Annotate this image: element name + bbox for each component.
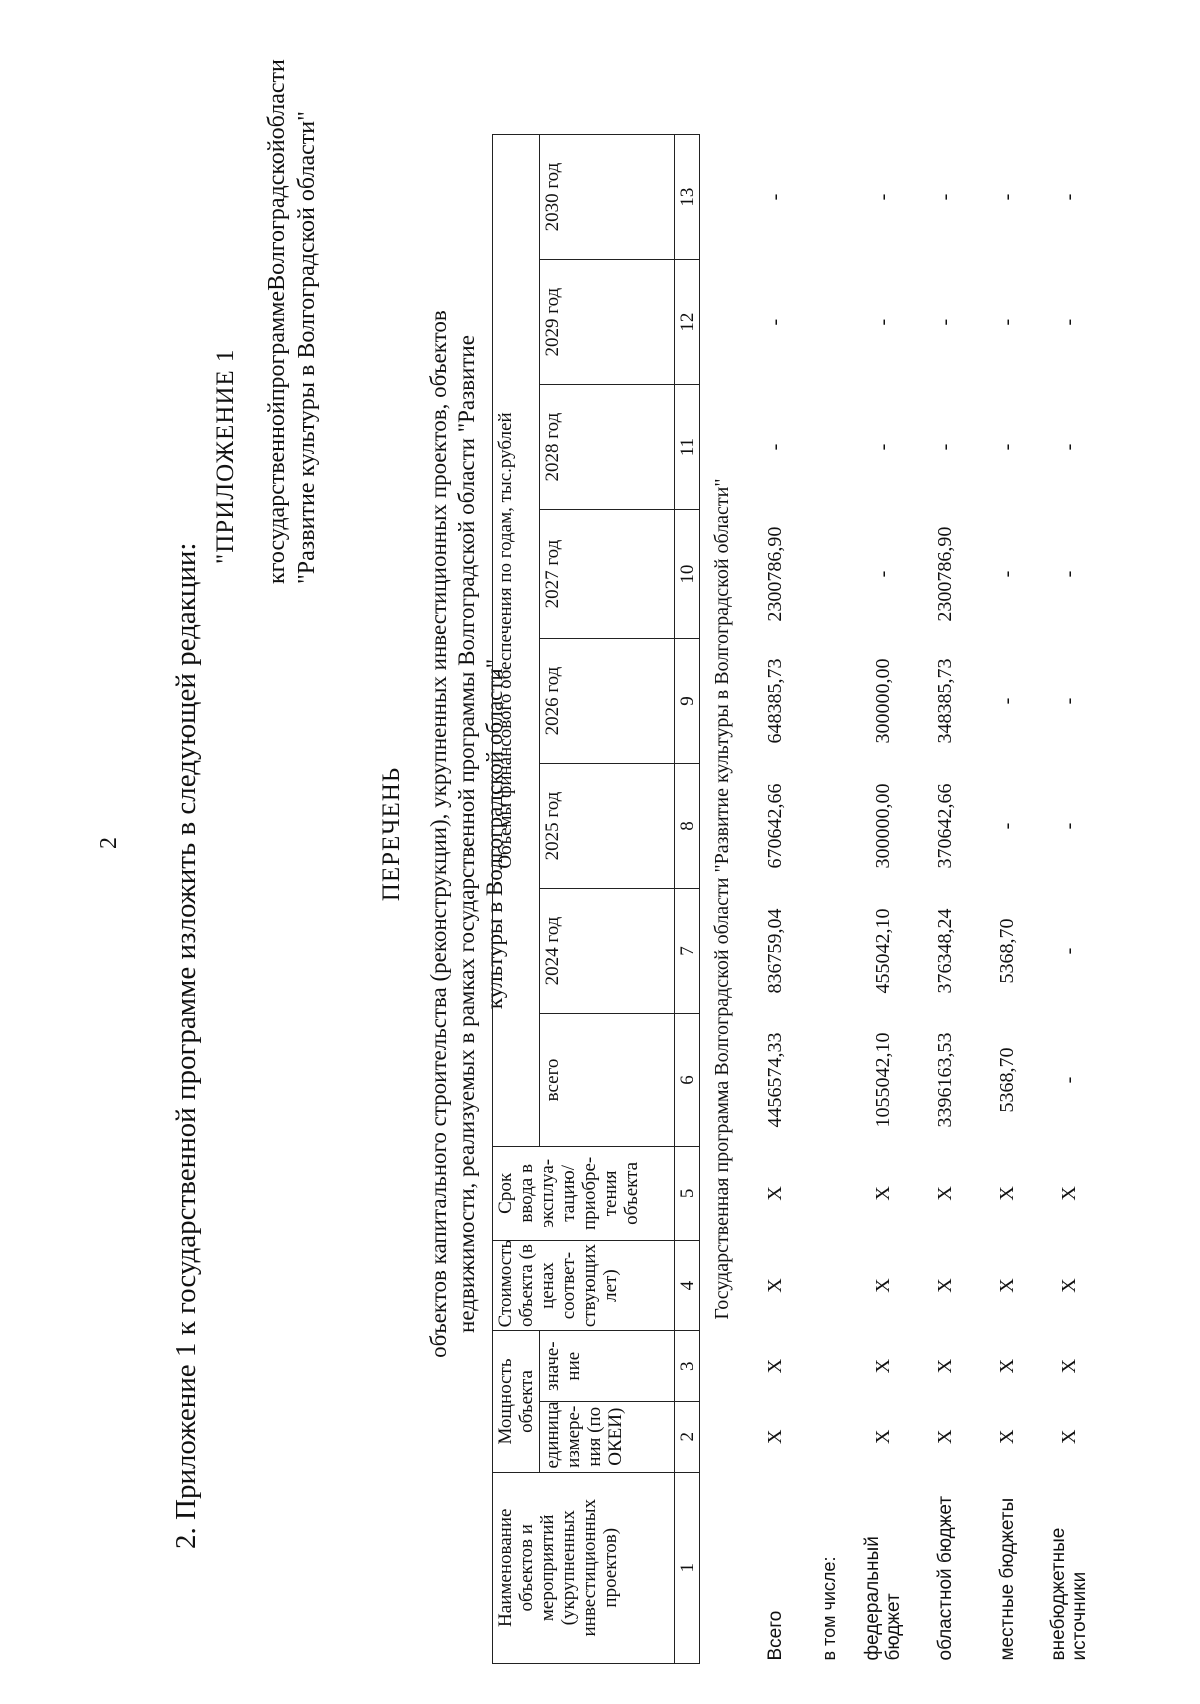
column-number: 8 [675,764,700,889]
row-name: областной бюджет [934,1495,956,1661]
cell-term: X [995,1186,1018,1201]
table-row [914,135,976,1664]
cell-value: X [933,1358,956,1374]
col-header-term: Срок ввода в эксплуа- тацию/ приобре- тения объекта [493,1147,675,1241]
annex-reference-line2: "Развитие культуры в Волгоградской области" [294,111,320,584]
ref-word: области [264,59,290,140]
cell-unit: X [995,1429,1018,1444]
col-header-year: 2024 год [540,889,675,1014]
cell-2030: - [933,193,956,201]
cell-2028: - [1057,443,1080,451]
including-row [806,135,852,1664]
cell-2027: - [1057,570,1080,578]
cell-2026: - [995,697,1018,705]
funding-table [492,134,1100,1664]
cell-2025: 670642,66 [763,783,786,869]
cell-2026: - [1057,697,1080,705]
cell-cost: X [933,1278,956,1293]
cell-unit: X [871,1429,894,1444]
column-number: 11 [675,385,700,510]
table-row [744,135,806,1664]
column-number: 12 [675,260,700,385]
cell-2029: - [763,318,786,326]
cell-2030: - [995,193,1018,201]
column-number: 9 [675,639,700,764]
cell-cost: X [763,1278,786,1293]
col-header-year: 2028 год [540,385,675,510]
col-header-year: 2026 год [540,639,675,764]
cell-term: X [1057,1186,1080,1201]
cell-total: 3396163,53 [933,1032,956,1128]
row-name: федеральный бюджет [862,1536,904,1661]
cell-cost: X [995,1278,1018,1293]
cell-2029: - [871,318,894,326]
header-row [493,135,540,1664]
table-row [976,135,1038,1664]
col-header-value: значе- ние [540,1331,675,1402]
table-row [1038,135,1100,1664]
header-subrow [540,135,675,1664]
cell-2030: - [763,193,786,201]
column-number: 7 [675,889,700,1014]
cell-term: X [763,1186,786,1201]
col-header-year: 2030 год [540,135,675,260]
cell-2030: - [871,193,894,201]
cell-unit: X [933,1429,956,1444]
cell-2026: 348385,73 [933,658,956,744]
cell-total: 5368,70 [995,1047,1018,1113]
cell-unit: X [1057,1429,1080,1444]
cell-term: X [871,1186,894,1201]
cell-2028: - [763,443,786,451]
column-number: 2 [675,1401,700,1472]
cell-unit: X [763,1429,786,1444]
ref-word: государственной [264,401,290,573]
cell-2025: - [995,822,1018,830]
cell-term: X [933,1186,956,1201]
including-label: в том числе: [818,1556,839,1661]
ref-word: программе [264,290,290,402]
cell-2029: - [933,318,956,326]
col-header-name: Наименование объектов и мероприятий (укрупненных инвестиционных проектов) [493,1472,675,1663]
col-header-capacity: Мощность объекта [493,1331,540,1472]
annex-title: "ПРИЛОЖЕНИЕ 1 [212,348,239,564]
table-row [852,135,914,1664]
column-number-row [675,135,700,1664]
cell-2026: 648385,73 [763,658,786,744]
ref-word: Волгоградской [264,139,290,291]
cell-2027: 2300786,90 [933,526,956,622]
cell-2024: 376348,24 [933,908,956,994]
col-header-year: 2029 год [540,260,675,385]
cell-2024: 5368,70 [995,918,1018,984]
cell-cost: X [871,1278,894,1293]
row-name: Всего [764,1610,786,1661]
col-header-year: 2025 год [540,764,675,889]
ref-word: к [264,572,290,584]
row-name: местные бюджеты [996,1497,1018,1661]
cell-2027: 2300786,90 [763,526,786,622]
cell-2027: - [995,570,1018,578]
annex-reference-line1 [262,59,292,584]
cell-2030: - [1057,193,1080,201]
col-header-cost: Стоимость объекта (в ценах соответ- ствующих лет) [493,1240,675,1331]
column-number: 4 [675,1240,700,1331]
cell-2024: - [1057,947,1080,955]
cell-2028: - [995,443,1018,451]
row-name: внебюджетные источники [1048,1527,1090,1661]
cell-2027: - [871,570,894,578]
cell-2025: 370642,66 [933,783,956,869]
cell-2026: 300000,00 [871,658,894,744]
column-number: 6 [675,1013,700,1146]
cell-2029: - [995,318,1018,326]
list-title: ПЕРЕЧЕНЬ [378,766,405,902]
intro-text: 2. Приложение 1 к государственной программе изложить в следующей редакции: [170,542,202,1549]
col-header-unit: единица измере- ния (по ОКЕИ) [540,1401,675,1472]
list-subtitle: объектов капитального строительства (реконструкции), укрупненных инвестиционных проектов, объектов недвижимости, реализуемых в рамках государственной программы Волгоградской области "Развитие культуры в Волгоградской области" [426,310,507,1358]
cell-total: 1055042,10 [871,1032,894,1128]
column-number: 1 [675,1472,700,1663]
cell-2025: 300000,00 [871,783,894,869]
cell-2029: - [1057,318,1080,326]
cell-2024: 455042,10 [871,908,894,994]
cell-2024: 836759,04 [763,908,786,994]
page-number: 2 [96,837,122,849]
column-number: 5 [675,1147,700,1241]
cell-value: X [871,1358,894,1374]
col-header-year: 2027 год [540,510,675,639]
col-header-total: всего [540,1013,675,1146]
annex-reference [262,59,322,584]
cell-2028: - [933,443,956,451]
cell-value: X [995,1358,1018,1374]
cell-2028: - [871,443,894,451]
cell-total: - [1057,1076,1080,1084]
cell-cost: X [1057,1278,1080,1293]
cell-value: X [763,1358,786,1374]
col-header-funding: Объемы финансового обеспечения по годам, тыс.рублей [493,135,540,1147]
column-number: 13 [675,135,700,260]
cell-2025: - [1057,822,1080,830]
program-row [700,135,745,1664]
program-title: Государственная программа Волгоградской области "Развитие культуры в Волгоградской области" [710,478,733,1320]
column-number: 10 [675,510,700,639]
cell-value: X [1057,1358,1080,1374]
cell-total: 4456574,33 [763,1032,786,1128]
column-number: 3 [675,1331,700,1402]
